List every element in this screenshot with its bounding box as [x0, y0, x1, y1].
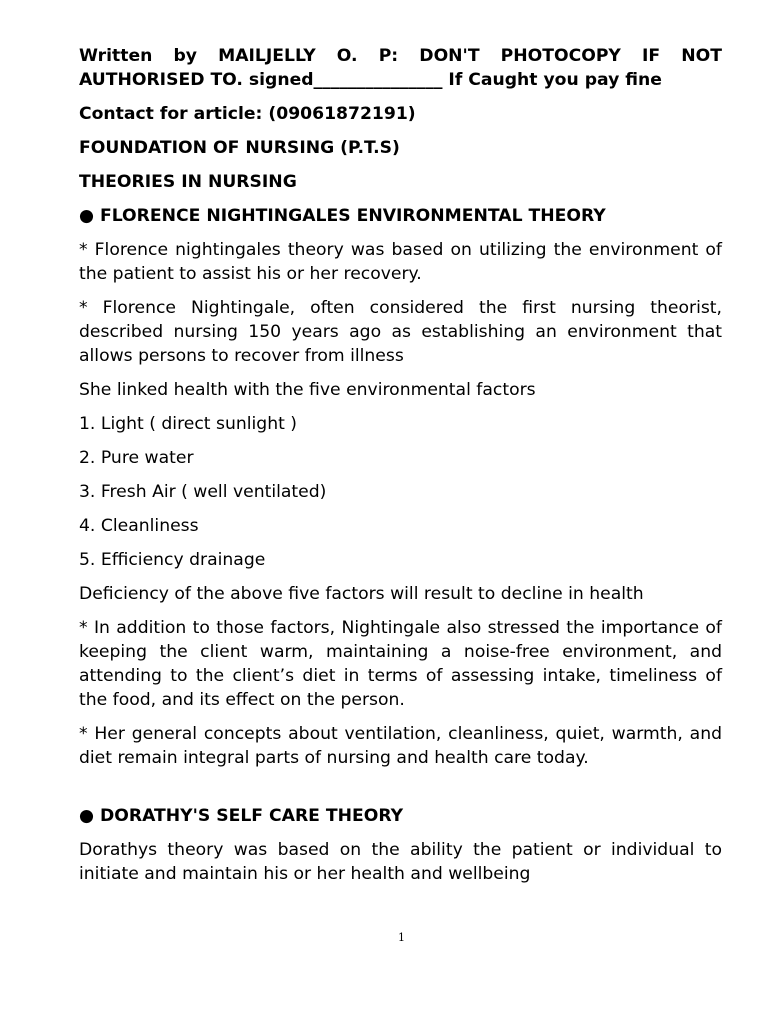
- factors-intro: She linked health with the five environmental factors: [79, 380, 536, 400]
- page-number: 1: [398, 931, 405, 944]
- copyright-notice: [79, 44, 722, 92]
- paragraph: * Florence nightingales theory was based on utilizing the environment of the patient to assist his or her recovery.: [79, 240, 722, 284]
- contact-line: Contact for article: (09061872191): [79, 104, 416, 124]
- signature-blank: _______________: [313, 70, 443, 90]
- paragraph: * Florence Nightingale, often considered the first nursing theorist, described nursing 150 years ago as establishing an environment that allows persons to recover from illness: [79, 298, 722, 366]
- section-heading-self-care: ● DORATHY'S SELF CARE THEORY: [79, 806, 404, 826]
- topic-title: THEORIES IN NURSING: [79, 172, 297, 192]
- paragraph: * Her general concepts about ventilation, cleanliness, quiet, warmth, and diet remain integral parts of nursing and health care today.: [79, 724, 722, 768]
- document-page: [79, 44, 722, 896]
- list-item: 2. Pure water: [79, 448, 194, 468]
- list-item: 1. Light ( direct sunlight ): [79, 414, 297, 434]
- deficiency-statement: Deficiency of the above five factors will result to decline in health: [79, 584, 644, 604]
- section-heading-nightingale: ● FLORENCE NIGHTINGALES ENVIRONMENTAL THEORY: [79, 206, 606, 226]
- paragraph: Dorathys theory was based on the ability the patient or individual to initiate and maintain his or her health and wellbeing: [79, 840, 722, 884]
- copyright-text: Written by MAILJELLY O. P: DON'T PHOTOCOPY IF NOT AUTHORISED TO. signed: [79, 46, 722, 90]
- course-title: FOUNDATION OF NURSING (P.T.S): [79, 138, 400, 158]
- list-item: 4. Cleanliness: [79, 516, 199, 536]
- list-item: 3. Fresh Air ( well ventilated): [79, 482, 327, 502]
- list-item: 5. Efficiency drainage: [79, 550, 266, 570]
- paragraph: * In addition to those factors, Nightingale also stressed the importance of keeping the client warm, maintaining a noise-free environment, and attending to the client’s diet in terms of assessing intake, timeliness of the food, and its effect on the person.: [79, 618, 722, 710]
- fine-warning: If Caught you pay fine: [442, 70, 662, 90]
